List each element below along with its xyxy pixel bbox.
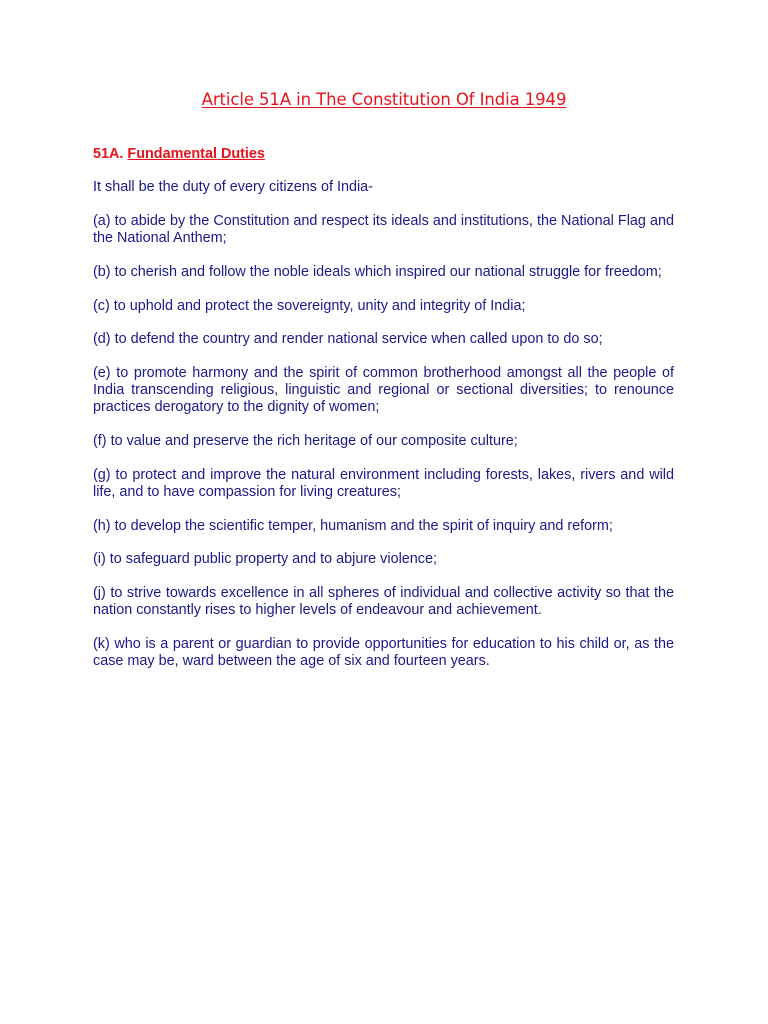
duty-a: (a) to abide by the Constitution and respect its ideals and institutions, the National Flag and the National Anthem; [93,212,674,247]
section-number: 51A. [93,146,124,162]
duty-k: (k) who is a parent or guardian to provide opportunities for education to his child or, as the case may be, ward between the age of six and fourteen years. [93,635,674,670]
duty-b: (b) to cherish and follow the noble ideals which inspired our national struggle for freedom; [93,263,662,280]
duty-e: (e) to promote harmony and the spirit of common brotherhood amongst all the people of India transcending religious, linguistic and regional or sectional diversities; to renounce practices derogatory to the dignity of women; [93,364,674,416]
section-heading [93,146,674,163]
duty-h: (h) to develop the scientific temper, humanism and the spirit of inquiry and reform; [93,517,613,534]
document-title: Article 51A in The Constitution Of India 1949 [201,90,567,109]
intro-paragraph: It shall be the duty of every citizens of India- [93,179,373,196]
duty-c: (c) to uphold and protect the sovereignty, unity and integrity of India; [93,297,526,314]
duty-i: (i) to safeguard public property and to abjure violence; [93,551,437,568]
duty-d: (d) to defend the country and render national service when called upon to do so; [93,331,603,348]
section-title: Fundamental Duties [127,146,265,162]
duty-j: (j) to strive towards excellence in all spheres of individual and collective activity so that the nation constantly rises to higher levels of endeavour and achievement. [93,585,674,619]
duty-g: (g) to protect and improve the natural environment including forests, lakes, rivers and wild life, and to have compassion for living creatures; [93,466,674,500]
duty-f: (f) to value and preserve the rich heritage of our composite culture; [93,433,518,450]
document-body [93,146,674,687]
